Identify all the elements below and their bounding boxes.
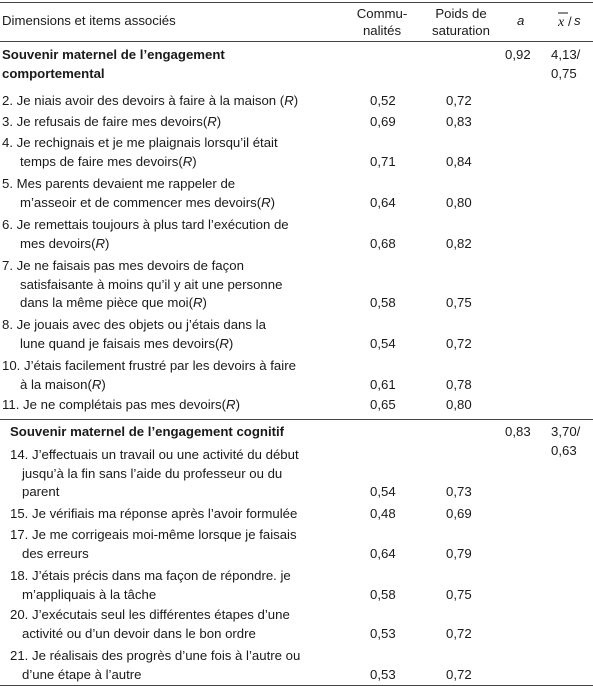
item-text: 20. J’exécutais seul les différentes étapes d’une (10, 607, 290, 622)
item-loading: 0,79 (446, 545, 472, 561)
item-communality: 0,64 (370, 194, 396, 210)
item-communality: 0,58 (370, 295, 396, 311)
header-rule (0, 41, 593, 42)
item-text: 7. Je ne faisais pas mes devoirs de façon (2, 258, 244, 273)
item-text: 18. J’étais précis dans ma façon de répondre. je (10, 568, 291, 583)
item-text: satisfaisante à moins qu’il y ait une personne (20, 276, 283, 292)
header-communalities-line1: Commu- (356, 6, 408, 21)
item-communality: 0,53 (370, 625, 396, 641)
item-loading: 0,82 (446, 235, 472, 251)
item-text: 14. J’effectuais un travail ou une activité du début (10, 447, 299, 462)
item-text: dans la même pièce que moi(R) (20, 295, 207, 311)
item-text: 2. Je niais avoir des devoirs à faire à la maison (R) (2, 93, 299, 108)
svg-text:/: / (568, 14, 572, 29)
item-communality: 0,58 (370, 586, 396, 602)
item-communality: 0,53 (370, 666, 396, 682)
item-communality: 0,68 (370, 235, 396, 251)
item-text: jusqu’à la fin sans l’aide du professeur ou du (22, 465, 283, 481)
section-title: Souvenir maternel de l’engagement (2, 47, 225, 62)
mean-symbol-icon (556, 10, 590, 30)
item-loading: 0,84 (446, 153, 472, 169)
item-communality: 0,69 (370, 114, 396, 129)
section-mean-sd: 0,63 (551, 442, 577, 458)
item-loading: 0,78 (446, 376, 472, 392)
item-communality: 0,65 (370, 397, 396, 412)
header-loading-line1: Poids de (435, 6, 487, 21)
item-text: m’asseoir et de commencer mes devoirs(R) (20, 194, 276, 210)
item-text: m’appliquais à la tâche (22, 586, 157, 602)
item-loading: 0,72 (446, 93, 472, 108)
item-text: 5. Mes parents devaient me rappeler de (2, 176, 236, 191)
item-text: des erreurs (22, 545, 89, 561)
item-communality: 0,61 (370, 376, 396, 392)
item-text: activité ou d’un devoir dans le bon ordre (22, 625, 256, 641)
item-loading: 0,75 (446, 586, 472, 602)
top-rule (0, 2, 593, 3)
item-text: à la maison(R) (20, 376, 106, 392)
item-text: 10. J’étais facilement frustré par les devoirs à faire (2, 358, 296, 373)
item-loading: 0,72 (446, 335, 472, 351)
item-loading: 0,75 (446, 295, 472, 311)
item-loading: 0,72 (446, 625, 472, 641)
item-text: mes devoirs(R) (20, 235, 110, 251)
item-text: 21. Je réalisais des progrès d’une fois à l’autre ou (10, 648, 301, 663)
item-text: 6. Je remettais toujours à plus tard l’exécution de (2, 217, 289, 232)
item-text: d’une étape à l’autre (22, 666, 142, 682)
section-alpha: 0,92 (505, 47, 531, 62)
svg-text:x: x (558, 15, 565, 30)
section-mean-sd: 0,75 (551, 65, 577, 81)
header-alpha: a (517, 13, 525, 28)
item-text: parent (22, 484, 60, 500)
section-title: comportemental (2, 65, 105, 81)
section-alpha: 0,83 (505, 424, 531, 439)
item-text: 8. Je jouais avec des objets ou j’étais dans la (2, 317, 266, 332)
item-communality: 0,64 (370, 545, 396, 561)
item-loading: 0,69 (446, 506, 472, 521)
item-loading: 0,72 (446, 666, 472, 682)
item-loading: 0,80 (446, 194, 472, 210)
item-communality: 0,71 (370, 153, 396, 169)
header-loading-line2: saturation (432, 23, 490, 38)
item-text: temps de faire mes devoirs(R) (20, 153, 197, 169)
item-communality: 0,52 (370, 93, 396, 108)
item-communality: 0,54 (370, 335, 396, 351)
section-mean-sd: 3,70/ (551, 424, 581, 439)
header-dimensions: Dimensions et items associés (2, 13, 176, 28)
header-communalities-line2: nalités (362, 23, 402, 38)
item-text: 4. Je rechignais et je me plaignais lorsqu’il était (2, 135, 278, 150)
item-communality: 0,48 (370, 506, 396, 521)
header-sd: s (574, 13, 581, 28)
item-text: 3. Je refusais de faire mes devoirs(R) (2, 114, 222, 129)
item-text: 15. Je vérifiais ma réponse après l’avoir formulée (10, 506, 298, 521)
item-text: 17. Je me corrigeais moi-même lorsque je faisais (10, 527, 297, 542)
item-text: 11. Je ne complétais pas mes devoirs(R) (2, 397, 240, 412)
section-mean-sd: 4,13/ (551, 47, 581, 62)
item-loading: 0,73 (446, 484, 472, 500)
item-loading: 0,83 (446, 114, 472, 129)
item-text: lune quand je faisais mes devoirs(R) (20, 335, 234, 351)
item-loading: 0,80 (446, 397, 472, 412)
section-title: Souvenir maternel de l’engagement cognitif (10, 424, 285, 439)
item-communality: 0,54 (370, 484, 396, 500)
section-rule (0, 419, 593, 420)
